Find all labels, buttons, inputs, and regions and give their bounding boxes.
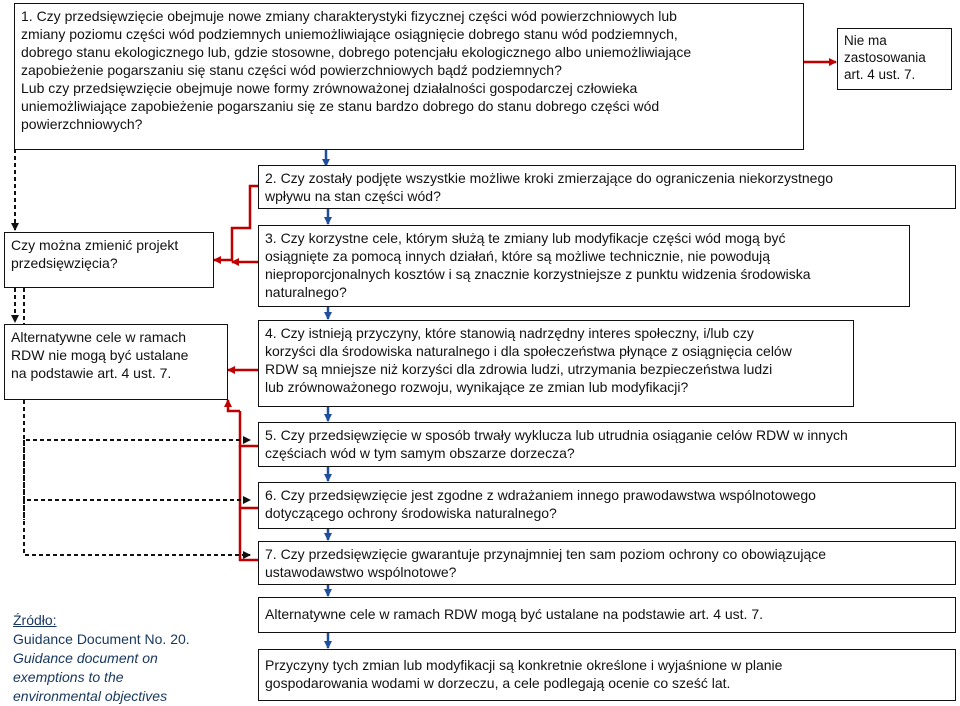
question-3-line-3: nieproporcjonalnych kosztów i są znacznie korzystniejsze z punktu widzenia środowiska <box>265 266 811 282</box>
question-3-box <box>258 225 910 307</box>
question-3-line-2: osiągnięte za pomocą innych działań, które są możliwe technicznie, nie powodują <box>265 248 771 264</box>
cannot-set-line-1: Alternatywne cele w ramach <box>11 329 187 345</box>
source-title-line-1: Guidance document on <box>13 650 158 666</box>
reasons-box <box>258 649 956 701</box>
question-5-box <box>258 422 956 467</box>
question-1-box <box>14 3 804 150</box>
cannot-set-goals-box <box>4 324 228 400</box>
not-applicable-box <box>837 28 952 90</box>
arrow-q2-no <box>214 186 258 260</box>
source-block <box>13 611 233 706</box>
question-5-line-2: częściach wód w tym samym obszarze dorzecza? <box>265 445 575 461</box>
question-3-line-1: 3. Czy korzystne cele, którym służą te zmiany lub modyfikacje części wód mogą być <box>265 230 786 246</box>
question-1-line-7: powierzchniowych? <box>21 116 143 132</box>
question-2-line-1: 2. Czy zostały podjęte wszystkie możliwe kroki zmierzające do ograniczenia niekorzystnego <box>265 170 834 186</box>
arrow-q7-no <box>240 508 258 560</box>
question-7-box <box>258 541 956 585</box>
question-1-line-4: zapobieżenie pogarszaniu się stanu części wód powierzchniowych bądź podziemnych? <box>21 62 562 78</box>
question-1-line-3: dobrego stanu ekologicznego lub, gdzie stosowne, dobrego potencjału ekologicznego albo uniemożliwiające <box>21 44 692 60</box>
reasons-line-2: gospodarowania wodami w dorzeczu, a cele podlegają ocenie co sześć lat. <box>265 675 731 691</box>
question-1-line-5: Lub czy przedsięwzięcie obejmuje nowe formy zrównoważonej działalności gospodarczej człowieka <box>21 80 638 96</box>
cannot-set-line-2: RDW nie mogą być ustalane <box>11 347 189 363</box>
not-applicable-line-1: Nie ma <box>844 33 887 48</box>
not-applicable-line-2: zastosowania <box>844 50 926 65</box>
arrow-q6-no <box>240 446 258 508</box>
question-4-line-4: lub zrównoważonego rozwoju, wynikające ze zmian lub modyfikacji? <box>265 379 689 395</box>
not-applicable-line-3: art. 4 ust. 7. <box>844 67 916 82</box>
arrow-dashed-to-q5 <box>24 400 250 440</box>
source-title-line-2: exemptions to the <box>13 669 124 685</box>
question-4-line-2: korzyści dla środowiska naturalnego i dla społeczeństwa płynące z osiągnięcia celów <box>265 343 792 359</box>
question-4-line-3: RDW są mniejsze niż korzyści dla zdrowia ludzi, utrzymania bezpieczeństwa ludzi <box>265 361 773 377</box>
question-7-line-2: ustawodawstwo wspólnotowe? <box>265 564 457 580</box>
question-6-line-1: 6. Czy przedsięwzięcie jest zgodne z wdrażaniem innego prawodawstwa wspólnotowego <box>265 487 816 503</box>
source-heading: Źródło: <box>13 612 57 628</box>
arrow-q5-no <box>240 411 258 446</box>
can-set-line-1: Alternatywne cele w ramach RDW mogą być ustalane na podstawie art. 4 ust. 7. <box>265 606 764 622</box>
reasons-line-1: Przyczyny tych zmian lub modyfikacji są konkretnie określone i wyjaśnione w planie <box>265 657 783 673</box>
change-project-box <box>4 232 214 288</box>
can-set-goals-box <box>258 597 956 633</box>
question-2-box <box>258 165 956 209</box>
question-4-line-1: 4. Czy istnieją przyczyny, które stanowią nadrzędny interes społeczny, i/lub czy <box>265 325 754 341</box>
arrow-red-bus-up <box>228 400 240 411</box>
question-3-line-4: naturalnego? <box>265 284 347 300</box>
question-5-line-1: 5. Czy przedsięwzięcie w sposób trwały wyklucza lub utrudnia osiąganie celów RDW w innych <box>265 427 848 443</box>
source-title-line-3: environmental objectives <box>13 688 168 704</box>
question-2-line-2: wpływu na stan części wód? <box>265 188 441 204</box>
question-6-line-2: dotyczącego ochrony środowiska naturalnego? <box>265 505 557 521</box>
question-4-box <box>258 320 854 407</box>
change-project-line-2: przedsięwzięcia? <box>11 255 118 271</box>
question-7-line-1: 7. Czy przedsięwzięcie gwarantuje przynajmniej ten sam poziom ochrony co obowiązujące <box>265 546 827 562</box>
arrow-dashed-to-q6 <box>24 440 250 500</box>
arrow-dashed-to-q7 <box>24 500 250 555</box>
change-project-line-1: Czy można zmienić projekt <box>11 237 179 253</box>
question-1-line-6: uniemożliwiające zapobieżenie pogarszaniu się ze stanu bardzo dobrego do stanu dobrego części wód <box>21 98 660 114</box>
question-6-box <box>258 482 956 529</box>
question-1-line-1: 1. Czy przedsięwzięcie obejmuje nowe zmiany charakterystyki fizycznej części wód powierzchniowych lub <box>21 8 677 24</box>
source-document: Guidance Document No. 20. <box>13 631 190 647</box>
question-1-line-2: zmiany poziomu części wód podziemnych uniemożliwiające osiągnięcie dobrego stanu wód podziemnych, <box>21 26 678 42</box>
cannot-set-line-3: na podstawie art. 4 ust. 7. <box>11 365 172 381</box>
